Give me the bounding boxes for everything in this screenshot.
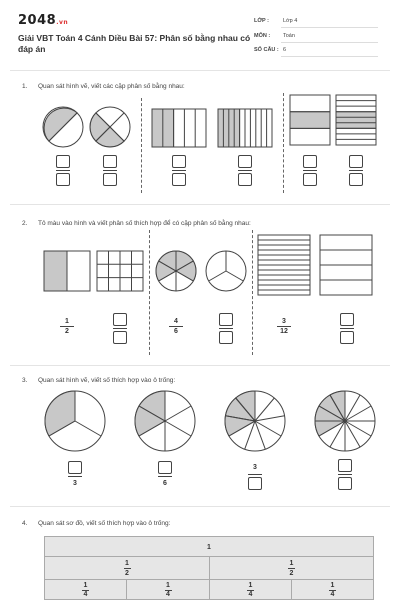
separator (149, 230, 150, 355)
question-1: 1. Quan sát hình vẽ, viết các cặp phân số bằng nhau: (22, 83, 185, 90)
divider (281, 42, 378, 43)
meta-label-class: LỚP : (254, 18, 269, 24)
q3-circle-ninths (224, 390, 286, 452)
answer-fraction[interactable] (169, 155, 189, 186)
question-2: 2. Tô màu vào hình và viết phân số thích hợp để có cặp phân số bằng nhau: (22, 220, 251, 227)
separator (141, 98, 142, 193)
separator (252, 230, 253, 355)
given-fraction: 1 2 (57, 318, 77, 335)
answer-fraction[interactable]: 3 (65, 461, 85, 488)
divider (281, 27, 378, 28)
section-divider (10, 365, 390, 366)
q2-rect-quarters (320, 235, 372, 295)
answer-fraction[interactable] (337, 313, 357, 344)
divider (281, 56, 378, 57)
site-logo[interactable]: 2048.vn (18, 13, 69, 28)
q2-rect-grid (97, 251, 143, 291)
given-fraction: 3 12 (274, 318, 294, 335)
diagram-half: 1 2 (44, 556, 210, 580)
meta-label-count: SỐ CÂU : (254, 47, 279, 53)
q2-rect-halves (44, 251, 90, 291)
diagram-half: 1 2 (209, 556, 374, 580)
question-4: 4. Quan sát sơ đồ, viết số thích hợp vào ô trống: (22, 520, 171, 527)
answer-fraction[interactable]: 6 (155, 461, 175, 488)
meta-value-count: 6 (283, 47, 287, 53)
page-title: Giải VBT Toán 4 Cánh Diều Bài 57: Phân số bằng nhau có đáp án (18, 33, 251, 54)
q1-rect-thirds (290, 95, 330, 145)
answer-fraction[interactable] (53, 155, 73, 186)
section-divider (10, 506, 390, 507)
answer-fraction[interactable] (300, 155, 320, 186)
answer-fraction[interactable] (100, 155, 120, 186)
q1-rect-ninths (336, 95, 376, 145)
q1-circle-halves (42, 106, 84, 148)
answer-fraction[interactable] (110, 313, 130, 344)
answer-fraction[interactable] (216, 313, 236, 344)
section-divider (10, 204, 390, 205)
q3-circle-sixths (134, 390, 196, 452)
answer-fraction[interactable] (235, 155, 255, 186)
meta-value-class: Lớp 4 (283, 18, 298, 24)
separator (283, 93, 284, 193)
given-fraction: 4 6 (166, 318, 186, 335)
q1-circle-quarters (89, 106, 131, 148)
q2-circle-thirds (205, 250, 247, 292)
diagram-quarter: 1 4 (126, 579, 210, 600)
meta-label-subject: MÔN : (254, 33, 271, 39)
answer-fraction[interactable]: 3 (245, 463, 265, 490)
q1-rect-tenths (218, 109, 272, 147)
q3-circle-thirds (44, 390, 106, 452)
diagram-quarter: 1 4 (44, 579, 127, 600)
question-3: 3. Quan sát hình vẽ, viết số thích hợp vào ô trống: (22, 377, 176, 384)
diagram-whole: 1 (44, 536, 374, 557)
answer-fraction[interactable] (346, 155, 366, 186)
header-divider (10, 70, 390, 71)
q1-rect-fifths (152, 109, 206, 147)
answer-fraction[interactable] (335, 459, 355, 490)
q2-rect-twelfths (258, 235, 310, 295)
diagram-quarter: 1 4 (291, 579, 374, 600)
q3-circle-twelfths (314, 390, 376, 452)
diagram-quarter: 1 4 (209, 579, 292, 600)
meta-value-subject: Toán (283, 33, 295, 39)
q2-circle-sixths-shaded (155, 250, 197, 292)
